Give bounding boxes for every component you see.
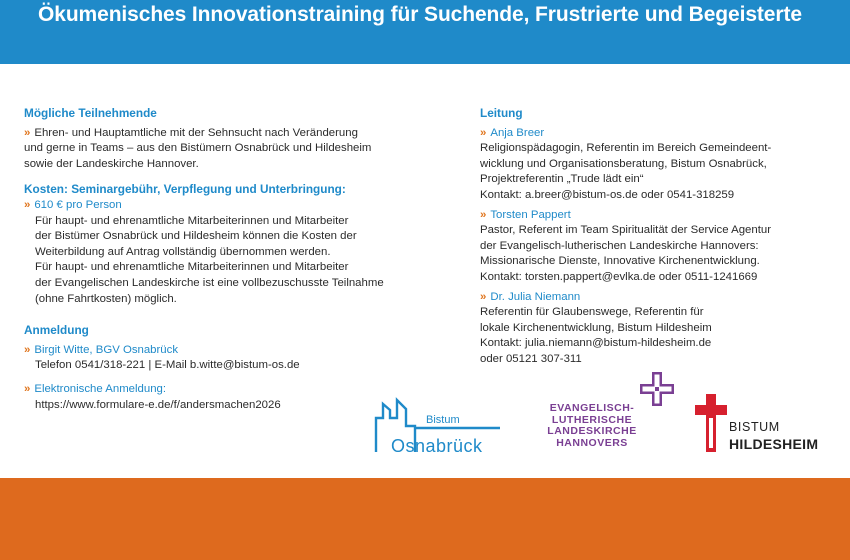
bullet-arrow-icon: »	[24, 382, 31, 395]
osnabrueck-small-text: Bistum	[426, 414, 460, 426]
bullet-arrow-icon: »	[480, 126, 487, 139]
right-column	[480, 106, 830, 368]
footer-bar	[0, 478, 850, 560]
bullet-arrow-icon: »	[480, 290, 487, 303]
logo-landeskirche-hannovers	[536, 372, 686, 458]
page-title: Ökumenisches Innovationstraining für Suchende, Frustrierte und Begeisterte	[38, 3, 802, 26]
anmeldung-heading: Anmeldung	[24, 323, 89, 338]
teilnehmende-heading: Mögliche Teilnehmende	[24, 106, 157, 120]
bullet-arrow-icon: »	[24, 198, 31, 211]
leitung-person: » Anja Breer Religionspädagogin, Referentin im Bereich Gemeindeent- wicklung und Organisationsberatung, Bistum Osnabrück, Projektreferentin „Trude lädt ein“ Kontakt: a.breer@bistum-os.de oder 0541-318259	[480, 126, 772, 201]
logo-bistum-osnabrueck	[370, 396, 510, 458]
leitung-person: » Dr. Julia Niemann Referentin für Glaubenswege, Referentin für lokale Kirchenentwicklung, Bistum Hildesheim Kontakt: julia.niemann@bistum-hildesheim.de oder 05121 307-311	[480, 290, 712, 365]
kosten-heading: Kosten: Seminargebühr, Verpflegung und Unterbringung:	[24, 182, 346, 197]
hildesheim-text-2: HILDESHEIM	[729, 436, 819, 452]
header-bar	[0, 0, 850, 64]
leitung-heading: Leitung	[480, 106, 523, 120]
hildesheim-text-1: BISTUM	[729, 420, 780, 434]
bullet-arrow-icon: »	[480, 208, 487, 221]
anmeldung-online: » Elektronische Anmeldung: https://www.formulare-e.de/f/andersmachen2026	[24, 382, 281, 411]
bullet-arrow-icon: »	[24, 343, 31, 356]
elk-text: EVANGELISCH- LUTHERISCHE LANDESKIRCHE HANNOVERS	[547, 402, 637, 449]
red-cross-icon	[695, 394, 727, 452]
logo-bistum-hildesheim	[695, 394, 825, 456]
bullet-arrow-icon: »	[24, 126, 31, 139]
teilnehmende-text: » Ehren- und Hauptamtliche mit der Sehnsucht nach Veränderung und gerne in Teams – aus den Bistümern Osnabrück und Hildesheim sowie der Landeskirche Hannover.	[24, 126, 372, 170]
cross-icon	[640, 372, 674, 406]
osnabrueck-big-text: Osnabrück	[391, 436, 483, 456]
registration-link[interactable]: https://www.formulare-e.de/f/andersmachen2026	[35, 398, 281, 411]
kosten-text: Für haupt- und ehrenamtliche Mitarbeiterinnen und Mitarbeiter der Bistümer Osnabrück und Hildesheim können die Kosten der Weiterbildung auf Antrag vollständig übernommen werden. Für haupt- und ehrenamtliche Mitarbeiterinnen und Mitarbeiter der Evangelischen Landeskirche ist eine vollbezuschusste Teilnahme (ohne Fahrtkosten) möglich.	[35, 214, 384, 305]
left-column	[24, 106, 434, 413]
leitung-person: » Torsten Pappert Pastor, Referent im Team Spiritualität der Service Agentur der Evangelisch-lutherischen Landeskirche Hannovers: Missionarische Dienste, Innovative Kirchenentwicklung. Kontakt: torsten.pappert@evlka.de oder 0511-1241669	[480, 208, 772, 283]
anmeldung-contact: » Birgit Witte, BGV Osnabrück Telefon 0541/318-221 | E-Mail b.witte@bistum-os.de	[24, 343, 300, 372]
kosten-price: » 610 € pro Person	[24, 198, 122, 211]
